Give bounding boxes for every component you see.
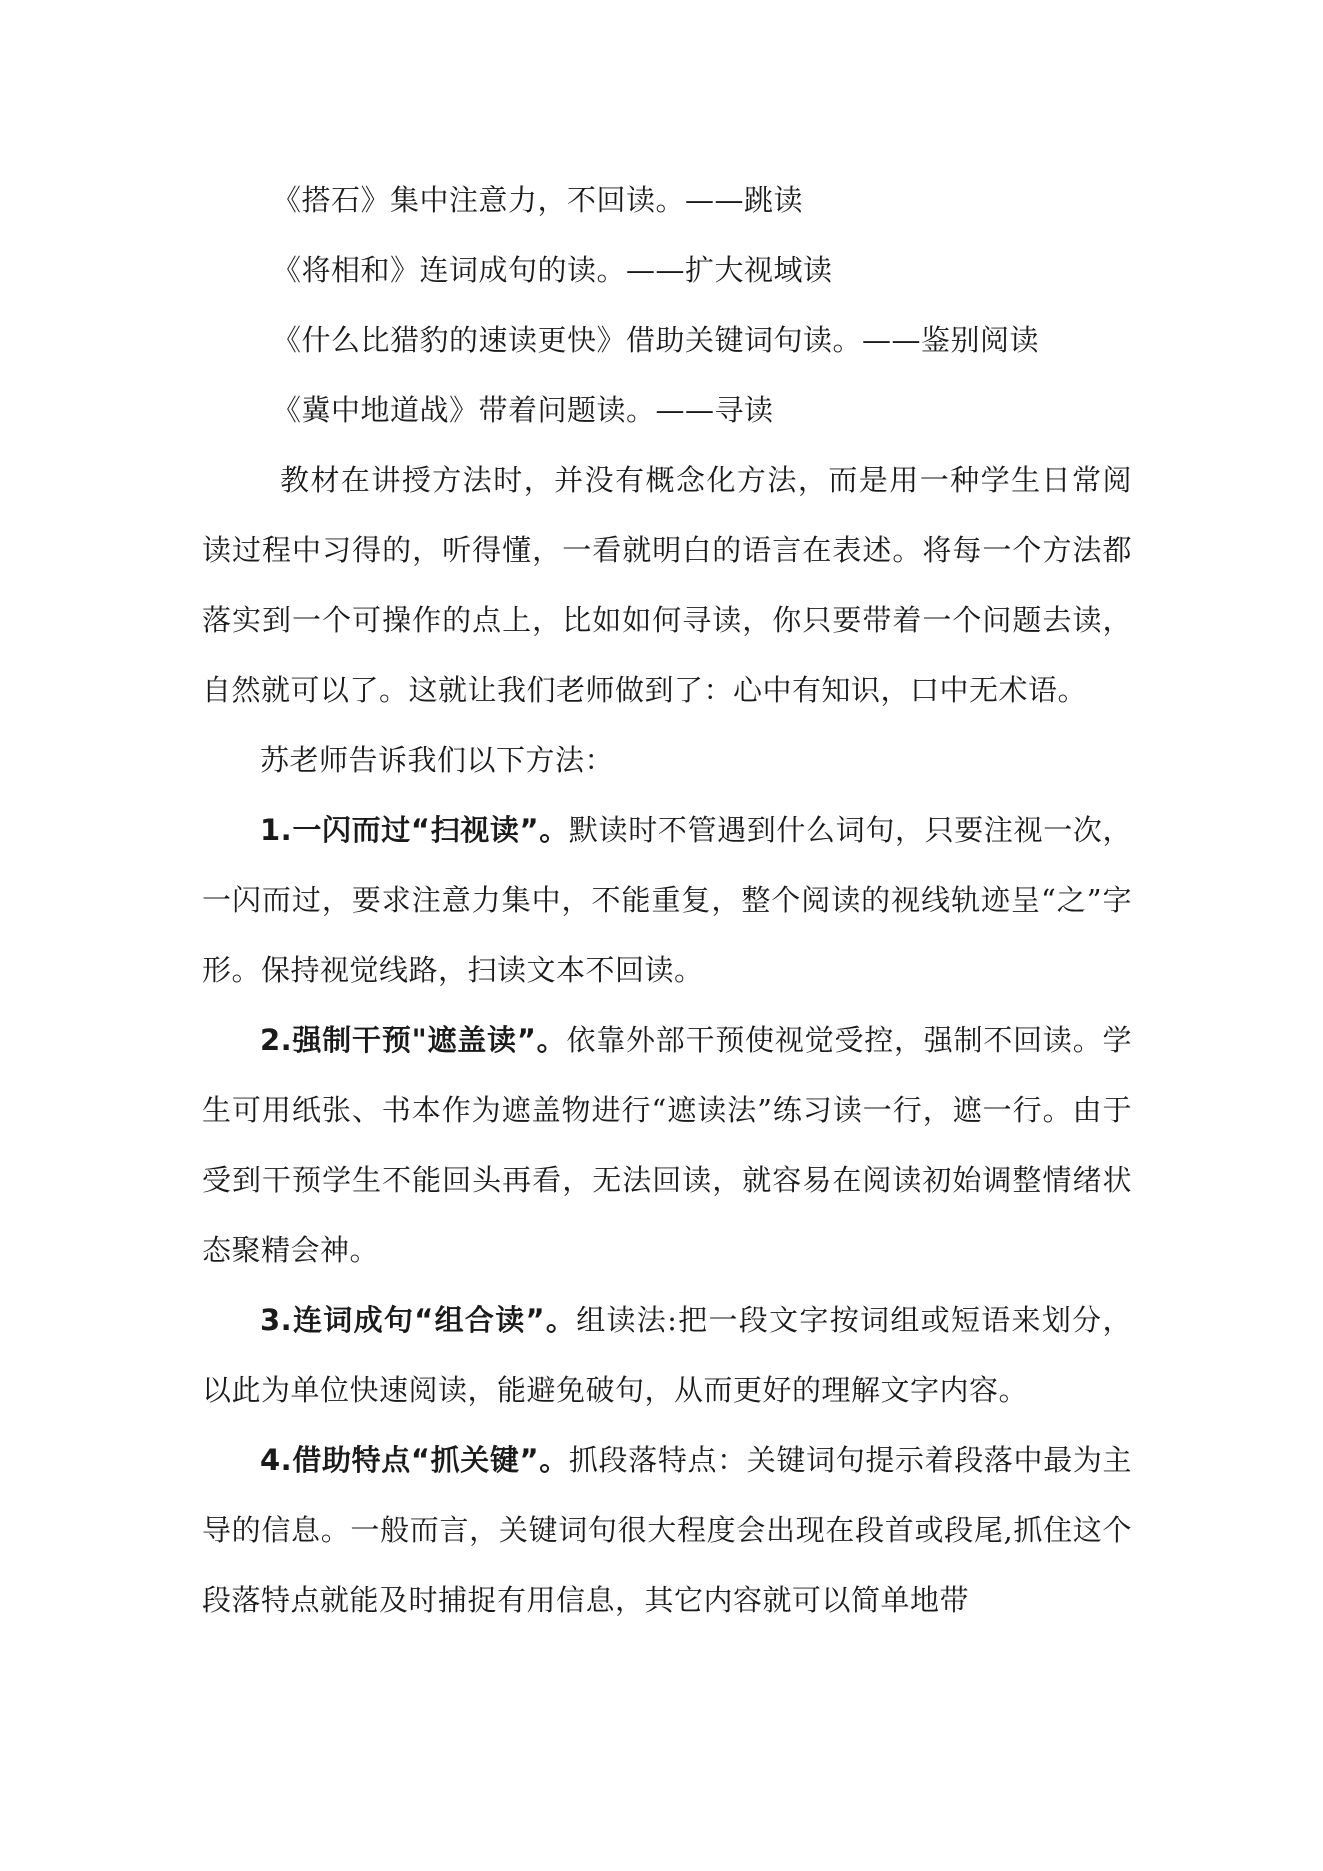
method-3-paragraph — [202, 1285, 1132, 1425]
text-line-dashi: 《搭石》集中注意力，不回读。——跳读 — [272, 183, 804, 217]
method-1-paragraph — [202, 795, 1132, 1005]
method-2-paragraph — [202, 1005, 1132, 1285]
method-2-title: 2.强制干预"遮盖读”。 — [260, 1023, 567, 1057]
document-body — [202, 165, 1132, 1635]
method-1-title: 1.一闪而过“扫视读”。 — [260, 813, 569, 847]
method-3-body: 组读法:把一段文字按词组或短语来划分，以此为单位快速阅读，能避免破句，从而更好的理解文字内容。 — [202, 1303, 1132, 1407]
intro-paragraph: 教材在讲授方法时，并没有概念化方法，而是用一种学生日常阅读过程中习得的，听得懂，一看就明白的语言在表述。将每一个方法都落实到一个可操作的点上，比如如何寻读，你只要带着一个问题去读，自然就可以了。这就让我们老师做到了：心中有知识，口中无术语。 — [202, 463, 1132, 707]
method-4-title: 4.借助特点“抓关键”。 — [260, 1443, 569, 1477]
method-1-body: 默读时不管遇到什么词句，只要注视一次，一闪而过，要求注意力集中，不能重复，整个阅读的视线轨迹呈“之”字形。保持视觉线路，扫读文本不回读。 — [202, 813, 1132, 987]
text-line-jiangxianghe: 《将相和》连词成句的读。——扩大视域读 — [272, 253, 833, 287]
text-line-didaozhan: 《冀中地道战》带着问题读。——寻读 — [272, 393, 774, 427]
text-line-liebao: 《什么比猎豹的速读更快》借助关键词句读。——鉴别阅读 — [272, 323, 1040, 357]
method-4-body: 抓段落特点：关键词句提示着段落中最为主导的信息。一般而言，关键词句很大程度会出现在段首或段尾,抓住这个段落特点就能及时捕捉有用信息，其它内容就可以简单地带 — [202, 1443, 1132, 1617]
method-2-body: 依靠外部干预使视觉受控，强制不回读。学生可用纸张、书本作为遮盖物进行“遮读法”练习读一行，遮一行。由于受到干预学生不能回头再看，无法回读，就容易在阅读初始调整情绪状态聚精会神。 — [202, 1023, 1132, 1267]
method-3-title: 3.连词成句“组合读”。 — [260, 1303, 577, 1337]
lead-in-line: 苏老师告诉我们以下方法： — [260, 743, 615, 777]
method-4-paragraph — [202, 1425, 1132, 1635]
